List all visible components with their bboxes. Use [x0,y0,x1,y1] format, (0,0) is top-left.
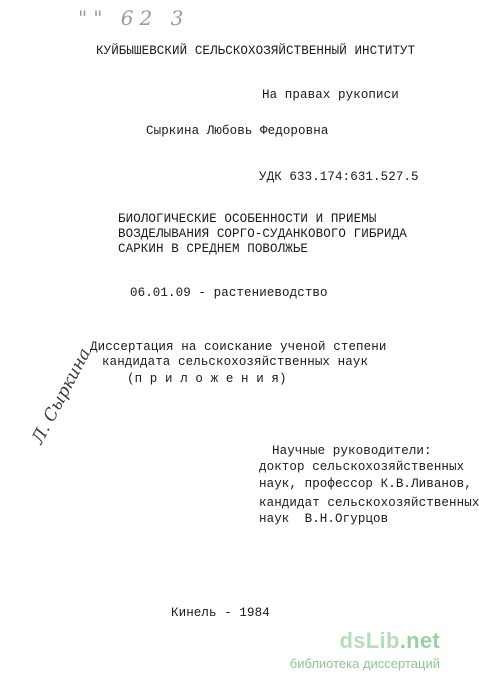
dissertation-appendices: (п р и л о ж е н и я) [127,372,287,386]
thesis-title-line-2: ВОЗДЕЛЫВАНИЯ СОРГО-СУДАНКОВОГО ГИБРИДА [118,227,407,241]
watermark [290,628,440,671]
specialty-code: 06.01.09 - растениеводство [130,286,328,300]
handwritten-archive-mark: "" 62 3 [78,6,190,30]
place-year: Кинель - 1984 [171,606,270,620]
thesis-title-line-3: САРКИН В СРЕДНЕМ ПОВОЛЖЬЕ [118,242,309,256]
watermark-subtitle: библиотека диссертаций [289,656,440,671]
dissertation-line-2: кандидата сельскохозяйственных наук [102,355,369,369]
institute-name: КУЙБЫШЕВСКИЙ СЕЛЬСКОХОЗЯЙСТВЕННЫЙ ИНСТИТУТ [96,44,416,58]
thesis-title-line-1: БИОЛОГИЧЕСКИЕ ОСОБЕННОСТИ И ПРИЕМЫ [118,212,377,226]
watermark-logo: dsLib.net [339,628,440,653]
supervisor-line-2: наук, профессор К.В.Ливанов, [259,477,472,491]
dissertation-line-1: Диссертация на соискание ученой степени [90,340,387,354]
rights-notice: На правах рукописи [262,88,399,102]
supervisor-line-1: доктор сельскохозяйственных [259,460,465,474]
supervisor-line-4: наук В.Н.Огурцов [259,512,389,526]
supervisor-line-3: кандидат сельскохозяйственных [259,496,479,510]
udk-code: УДК 633.174:631.527.5 [259,170,419,184]
author-name: Сыркина Любовь Федоровна [146,124,329,138]
supervisors-heading: Научные руководители: [272,444,432,458]
handwritten-signature: Л. Сыркина [28,345,96,448]
